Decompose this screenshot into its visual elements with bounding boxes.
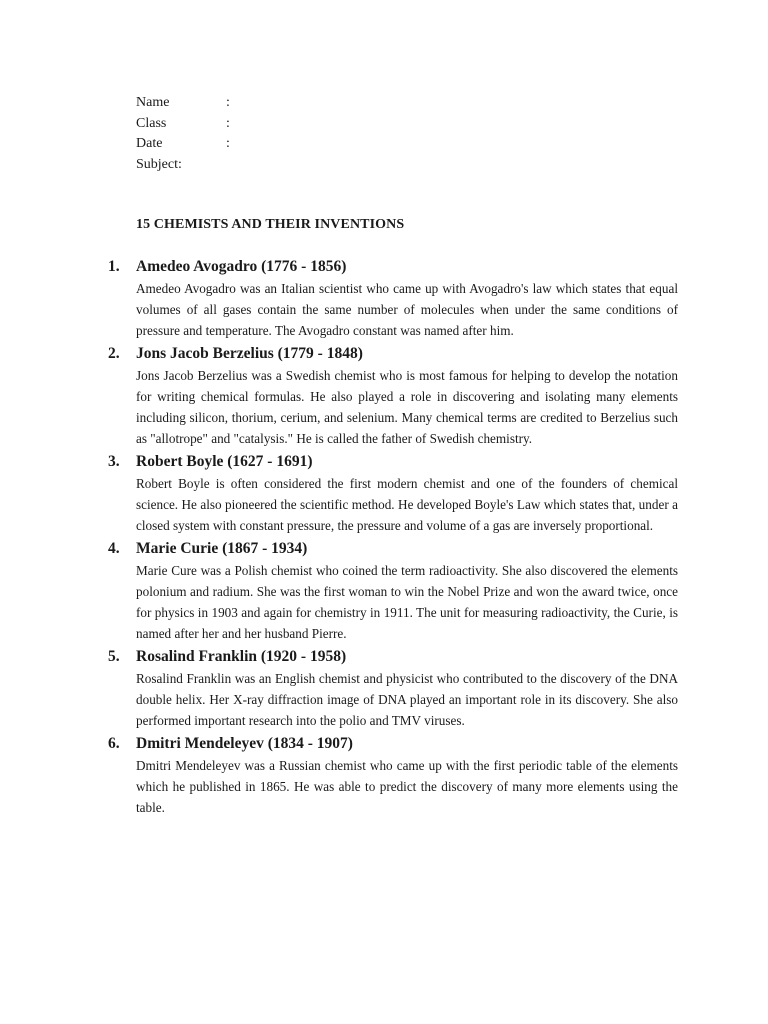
field-date (136, 134, 436, 155)
entry-title: Rosalind Franklin (1920 - 1958) (136, 648, 347, 665)
entry-title: Amedeo Avogadro (1776 - 1856) (136, 258, 347, 275)
field-label: Subject: (136, 156, 182, 172)
entry-heading (108, 733, 680, 755)
entry-body: Jons Jacob Berzelius was a Swedish chemist who is most famous for helping to develop the notation for writing chemical formulas. He also played a role in discovering and isolating many elements including silicon, thorium, cerium, and selenium. Many chemical terms are credited to Berzelius such as "allotrope" and "catalysis." He is called the father of Swedish chemistry. (136, 368, 678, 446)
field-colon: : (226, 95, 230, 110)
entry-body: Amedeo Avogadro was an Italian scientist who came up with Avogadro's law which states that equal volumes of all gases contain the same number of molecules when under the same conditions of pressure and temperature. The Avogadro constant was named after him. (136, 281, 678, 338)
field-label: Date (136, 136, 163, 151)
entry-body: Rosalind Franklin was an English chemist and physicist who contributed to the discovery of the DNA double helix. Her X-ray diffraction image of DNA played an important role in its discovery. She also performed important research into the polio and TMV viruses. (136, 671, 678, 728)
entry-heading (108, 343, 680, 365)
list-item (108, 451, 680, 536)
entry-body: Marie Cure was a Polish chemist who coined the term radioactivity. She also discovered the elements polonium and radium. She was the first woman to win the Nobel Prize and won the award twice, once for physics in 1903 and again for chemistry in 1911. The unit for measuring radioactivity, the Curie, is named after her and her husband Pierre. (136, 563, 678, 641)
field-colon: : (226, 115, 230, 131)
list-item (108, 646, 680, 731)
list-item (108, 343, 680, 449)
field-name (136, 93, 436, 114)
field-class (136, 114, 436, 135)
entry-heading (108, 538, 680, 560)
list-item (108, 538, 680, 644)
entry-number: 5. (108, 648, 120, 665)
field-colon: : (226, 136, 230, 151)
entry-number: 4. (108, 540, 120, 557)
document-title: 15 CHEMISTS AND THEIR INVENTIONS (136, 217, 405, 232)
entry-title: Dmitri Mendeleyev (1834 - 1907) (136, 735, 353, 752)
entry-number: 2. (108, 345, 120, 362)
entry-body: Dmitri Mendeleyev was a Russian chemist who came up with the first periodic table of the elements which he published in 1865. He was able to predict the discovery of many more elements using the table. (136, 758, 678, 815)
header-fields (136, 93, 436, 175)
entry-heading (108, 646, 680, 668)
entry-number: 1. (108, 258, 120, 275)
entry-body: Robert Boyle is often considered the first modern chemist and one of the founders of chemical science. He also pioneered the scientific method. He developed Boyle's Law which states that, under a closed system with constant pressure, the pressure and volume of a gas are inversely proportional. (136, 476, 678, 533)
entry-title: Marie Curie (1867 - 1934) (136, 540, 308, 557)
entry-number: 6. (108, 735, 120, 752)
list-item (108, 733, 680, 818)
entry-title: Jons Jacob Berzelius (1779 - 1848) (136, 345, 363, 362)
field-label: Class (136, 115, 167, 131)
entry-number: 3. (108, 453, 120, 470)
field-subject (136, 155, 436, 176)
entry-heading (108, 451, 680, 473)
entry-heading (108, 256, 680, 278)
chemist-list (108, 256, 680, 820)
list-item (108, 256, 680, 341)
field-label: Name (136, 95, 170, 110)
field-colon (226, 155, 236, 176)
entry-title: Robert Boyle (1627 - 1691) (136, 453, 313, 470)
